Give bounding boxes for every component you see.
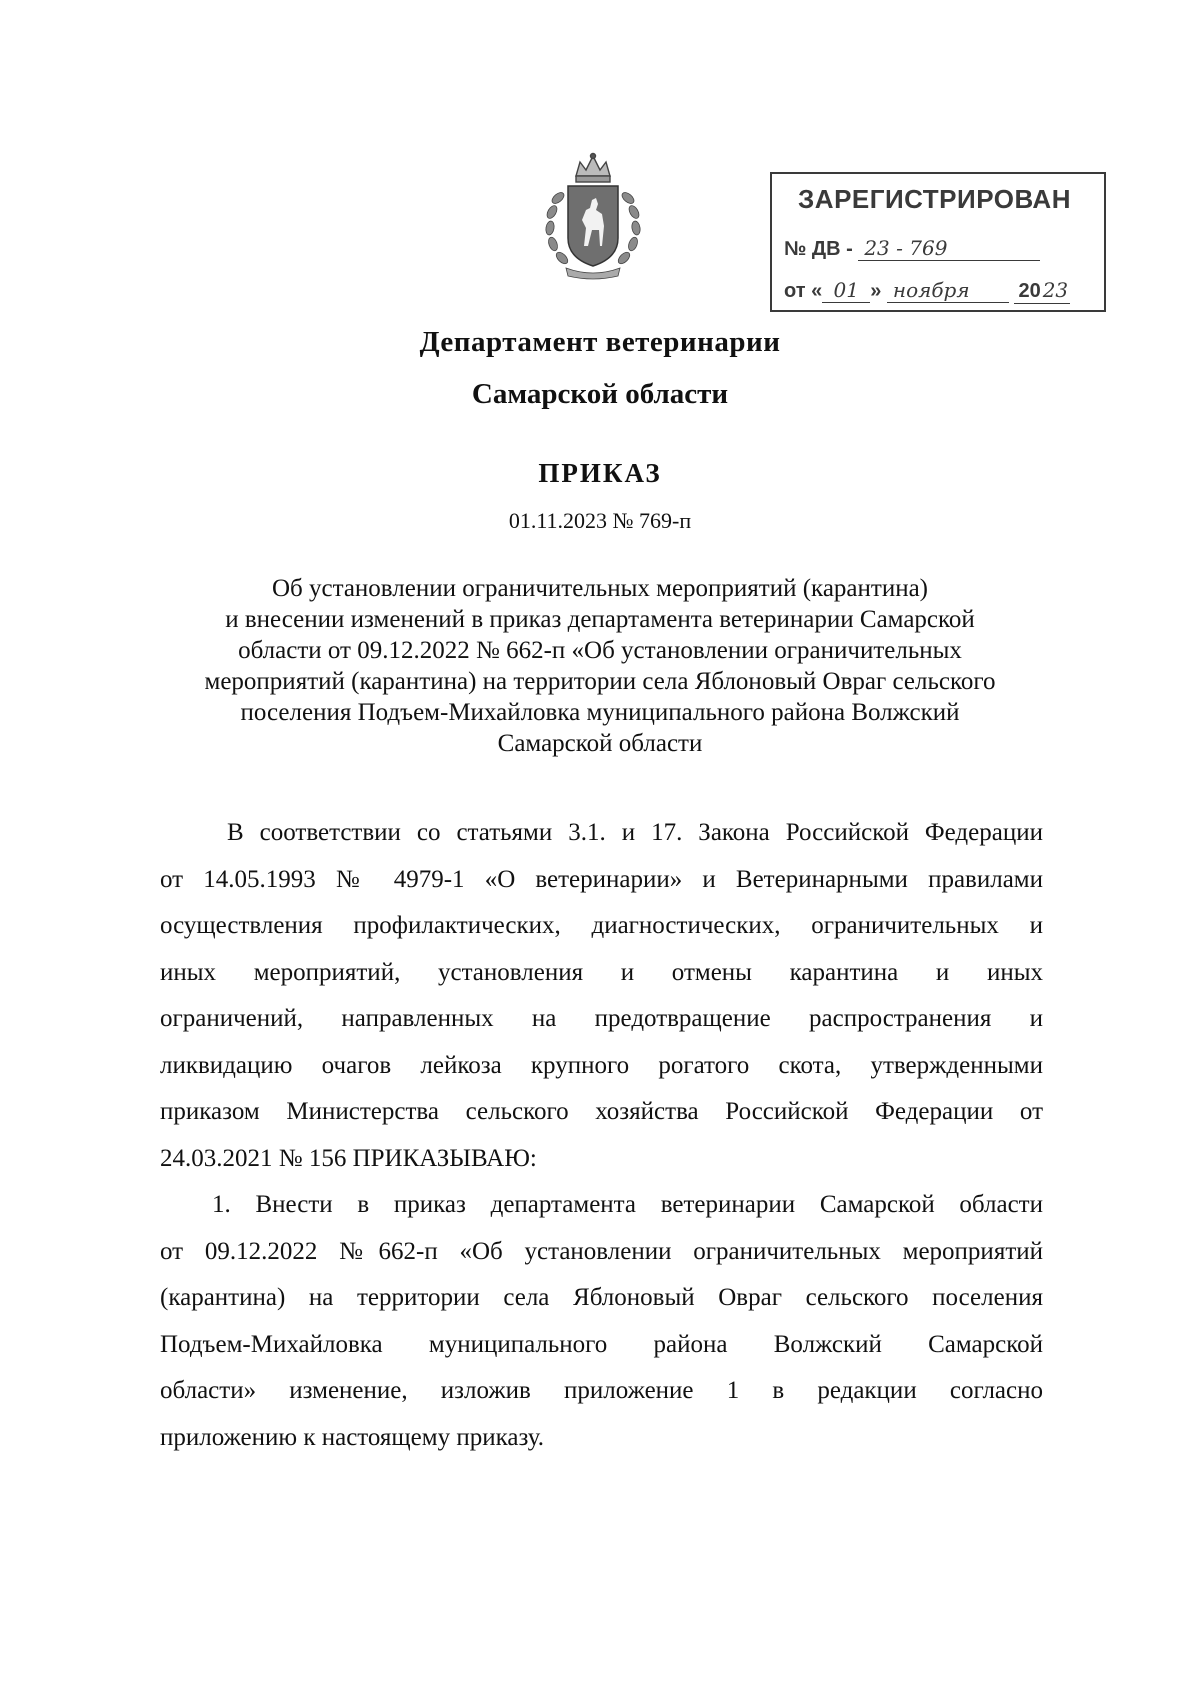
org-name-line2: Самарской области [471, 378, 729, 410]
paragraph-line: ограничений, направленных на предотвращение распространения и [160, 1005, 1043, 1032]
registration-stamp [770, 172, 1106, 312]
subject-line: Об установлении ограничительных мероприятий (карантина) [271, 575, 929, 602]
paragraph-line: 24.03.2021 № 156 ПРИКАЗЫВАЮ: [160, 1144, 537, 1172]
order-item-1 [160, 1182, 1043, 1461]
document-number: 01.11.2023 № 769-п [508, 508, 692, 533]
stamp-date-row [784, 278, 1070, 304]
document-type: ПРИКАЗ [538, 458, 662, 488]
paragraph-line: иных мероприятий, установления и отмены карантина и иных [160, 958, 1043, 986]
stamp-month: ноября [887, 278, 1009, 303]
stamp-close-quote: » [870, 280, 882, 302]
coat-of-arms-icon [538, 150, 648, 282]
paragraph-line: приказом Министерства сельского хозяйства Российской Федерации от [160, 1098, 1043, 1125]
paragraph-line: 1. Внести в приказ департамента ветеринарии Самарской области [212, 1191, 1043, 1218]
preamble-paragraph [160, 810, 1043, 1182]
paragraph-line: области» изменение, изложив приложение 1 в редакции согласно [160, 1377, 1043, 1404]
stamp-date-label: от « [784, 280, 823, 302]
stamp-day: 01 [822, 278, 870, 303]
stamp-year-suffix: 23 [1042, 278, 1069, 302]
stamp-number-value: 23 - 769 [858, 236, 1040, 261]
paragraph-line: ликвидацию очагов лейкоза крупного рогатого скота, утвержденными [160, 1051, 1043, 1079]
paragraph-line: Подъем-Михайловка муниципального района Волжский Самарской [160, 1330, 1043, 1358]
subject-line: поселения Подъем-Михайловка муниципального района Волжский [240, 699, 960, 726]
subject-line: и внесении изменений в приказ департамента ветеринарии Самарской [225, 606, 975, 633]
org-name-line1: Департамент ветеринарии [419, 326, 781, 358]
paragraph-line: В соответствии со статьями 3.1. и 17. Закона Российской Федерации [227, 819, 1043, 846]
stamp-number-label: № ДВ - [784, 238, 853, 260]
paragraph-line: от 09.12.2022 №662-п «Об установлении ограничительных мероприятий [160, 1237, 1043, 1265]
paragraph-line: от 14.05.1993 № 4979-1 «О ветеринарии» и Ветеринарными правилами [160, 865, 1043, 893]
paragraph-line: (карантина) на территории села Яблоновый Овраг сельского поселения [160, 1284, 1043, 1311]
subject-line: Самарской области [497, 730, 703, 757]
stamp-title: ЗАРЕГИСТРИРОВАН [798, 184, 1071, 214]
stamp-number-row [784, 236, 1040, 261]
order-subject [150, 573, 1050, 759]
stamp-year-prefix: 20 [1018, 280, 1041, 302]
stamp-year [1014, 278, 1070, 304]
subject-line: области от 09.12.2022 № 662-п «Об установлении ограничительных [238, 637, 962, 664]
paragraph-line: осуществления профилактических, диагностических, ограничительных и [160, 912, 1043, 939]
paragraph-line: приложению к настоящему приказу. [160, 1423, 545, 1451]
subject-line: мероприятий (карантина) на территории села Яблоновый Овраг сельского [204, 668, 996, 695]
